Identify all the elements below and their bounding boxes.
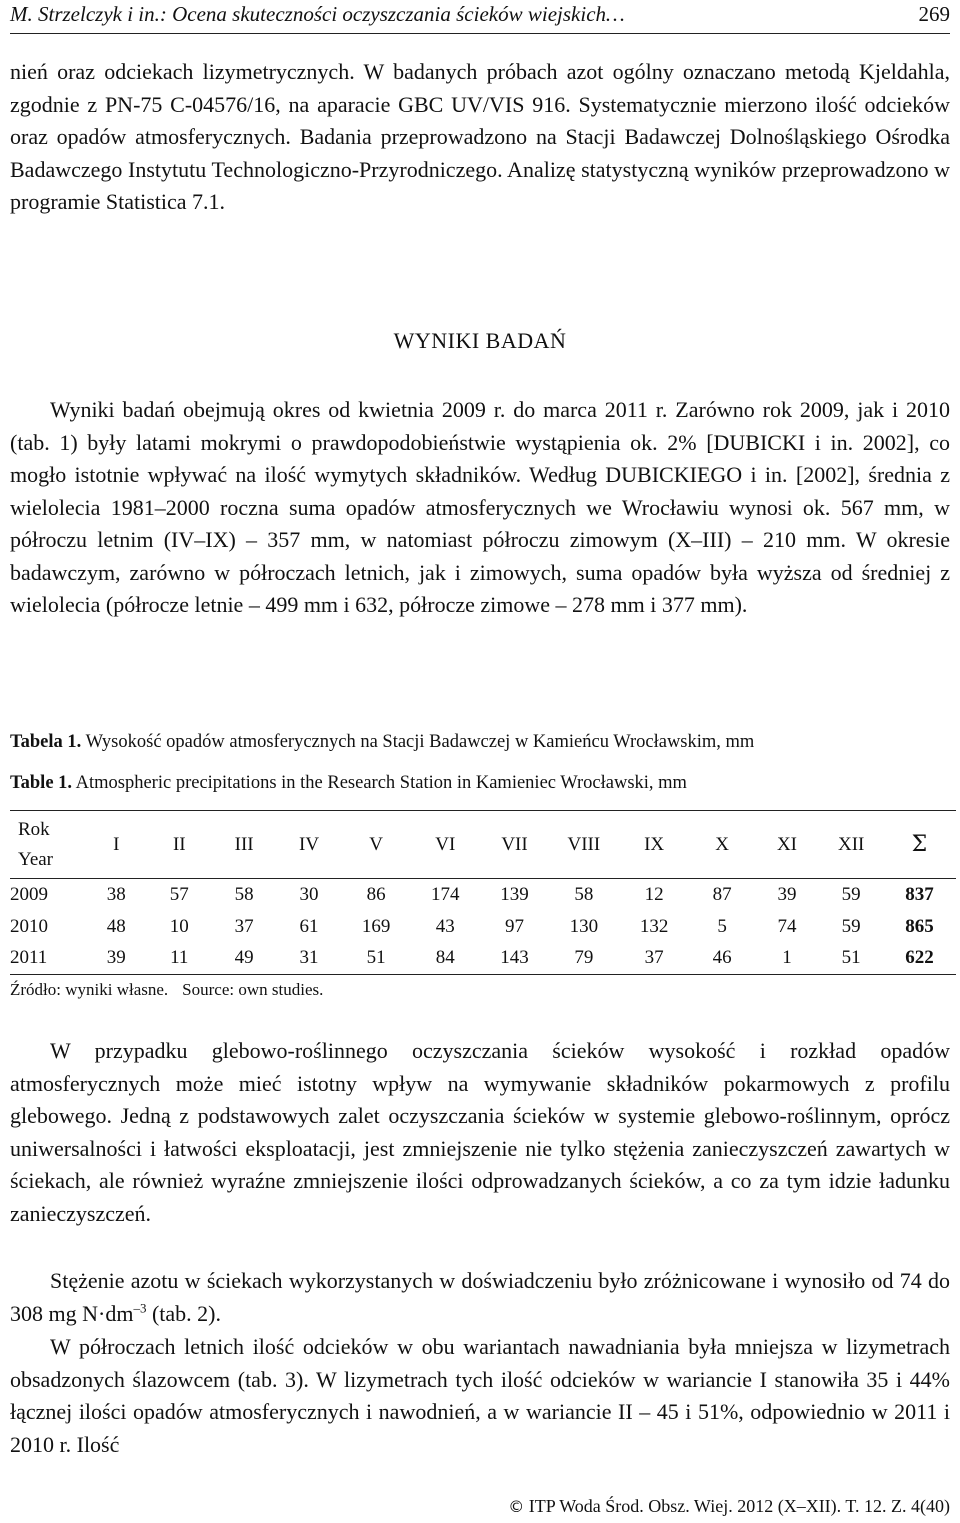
- value-cell: 87: [712, 883, 732, 905]
- value-cell: 74: [777, 915, 797, 937]
- unit-exponent: –3: [133, 1300, 147, 1316]
- table-title-en: Atmospheric precipitations in the Research Station in Kamieniec Wrocławski, mm: [72, 773, 687, 793]
- table-label-pl: Tabela 1.: [10, 732, 82, 752]
- value-cell: 59: [841, 883, 861, 905]
- table-label-en: Table 1.: [10, 773, 73, 793]
- nitrogen-text: Stężenie azotu w ściekach wykorzystanych w doświadczeniu było zróżnicowane i wynosiło od 74 do 308 mg N·dm: [10, 1268, 950, 1326]
- nitrogen-ref: (tab. 2).: [146, 1300, 221, 1326]
- value-cell: 39: [777, 883, 797, 905]
- value-cell: 61: [299, 915, 319, 937]
- value-cell: 132: [639, 915, 669, 937]
- source-pl: Źródło: wyniki własne.: [10, 980, 169, 999]
- year-cell: 2011: [10, 943, 86, 975]
- month-header: V: [342, 811, 411, 879]
- journal-footer: [508, 1496, 950, 1517]
- month-header: VI: [411, 811, 480, 879]
- running-header: [10, 2, 950, 34]
- value-cell: 5: [717, 915, 727, 937]
- value-cell: 143: [480, 943, 549, 975]
- value-cell: 97: [505, 915, 524, 937]
- month-header: II: [147, 811, 212, 879]
- table-row: [10, 879, 956, 911]
- running-title: M. Strzelczyk i in.: Ocena skuteczności oczyszczania ścieków wiejskich…: [10, 2, 625, 26]
- month-header: IV: [277, 811, 342, 879]
- value-cell: 31: [277, 943, 342, 975]
- value-cell: 59: [841, 915, 861, 937]
- value-cell: 86: [366, 883, 386, 905]
- month-header: XI: [755, 811, 820, 879]
- section-heading: WYNIKI BADAŃ: [393, 328, 567, 353]
- paragraph-leachate: W półroczach letnich ilość odcieków w obu wariantach nawadniania była mniejsza w lizymetrach obsadzonych ślazowcem (tab. 3). W lizymetrach tych ilość odcieków w wariancie I stanowiła 35 i 44% łącznej ilości opadów atmosferycznych i nawodnień, a w wariancie II – 45 i 51%, odpowiednio w 2011 i 2010 r. Ilość: [10, 1334, 950, 1457]
- sum-cell: 622: [883, 943, 956, 975]
- year-header: [10, 811, 86, 879]
- table-caption-pl: [10, 730, 950, 754]
- value-cell: 37: [234, 915, 254, 937]
- value-cell: 46: [690, 943, 755, 975]
- table-row: [10, 943, 956, 975]
- value-cell: 84: [411, 943, 480, 975]
- sum-cell: 837: [905, 883, 934, 905]
- value-cell: 38: [106, 883, 126, 905]
- month-header: X: [690, 811, 755, 879]
- month-header: IX: [619, 811, 690, 879]
- year-cell: 2010: [10, 915, 48, 937]
- value-cell: 37: [619, 943, 690, 975]
- sum-cell: 865: [905, 915, 934, 937]
- journal-citation: ITP Woda Środ. Obsz. Wiej. 2012 (X–XII). T. 12. Z. 4(40): [524, 1496, 950, 1516]
- value-cell: 130: [569, 915, 599, 937]
- month-header: VIII: [549, 811, 618, 879]
- paragraph-discussion: W przypadku glebowo-roślinnego oczyszczania ścieków wysokość i rozkład opadów atmosferycznych może mieć istotny wpływ na wymywanie składników pokarmowych z profilu glebowego. Jedną z podstawowych zalet oczyszczania ścieków w systemie glebowo-roślinnym, oprócz uniwersalności i łatwości eksploatacji, jest zmniejszenie nie tylko stężenia zanieczyszczeń zawartych w ściekach, ale również wyraźne zmniejszenie ilości odprowadzanych ścieków, a co za tym idzie ładunku zanieczyszczeń.: [10, 1038, 950, 1226]
- month-header: I: [86, 811, 147, 879]
- value-cell: 10: [169, 915, 189, 937]
- value-cell: 49: [212, 943, 277, 975]
- source-en: Source: own studies.: [182, 980, 324, 999]
- table-row: [10, 911, 956, 943]
- month-header: VII: [480, 811, 549, 879]
- value-cell: 11: [147, 943, 212, 975]
- paragraph-results: Wyniki badań obejmują okres od kwietnia 2009 r. do marca 2011 r. Zarówno rok 2009, jak i 2010 (tab. 1) były latami mokrymi o prawdopodobieństwie wystąpienia ok. 2% [DUBICKI i in. 2002], co mogło istotnie wpływać na ilość wymytych składników. Według DUBICKIEGO i in. [2002], średnia z wielolecia 1981–2000 roczna suma opadów atmosferycznych we Wrocławiu wynosi ok. 567 mm, w półroczu letnim (IV–IX) – 357 mm, w natomiast półroczu zimowym (X–III) – 210 mm. W okresie badawczym, zarówno w półroczach letnich, jak i zimowych, suma opadów była wyższa od średniej z wielolecia (półrocze letnie – 499 mm i 632, półrocze zimowe – 278 mm i 377 mm).: [10, 397, 950, 617]
- table-caption-en: [10, 771, 950, 795]
- paragraph-methods: nień oraz odciekach lizymetrycznych. W badanych próbach azot ogólny oznaczano metodą Kjeldahla, zgodnie z PN-75 C-04576/16, na aparacie GBC UV/VIS 916. Systematycznie mierzono ilość odcieków oraz opadów atmosferycznych. Badania przeprowadzono na Stacji Badawczej Dolnośląskiego Ośrodka Badawczego Instytutu Technologiczno-Przyrodniczego. Analizę statystyczną wyników przeprowadzono w programie Statistica 7.1.: [10, 59, 950, 214]
- value-cell: 51: [342, 943, 411, 975]
- page-number: 269: [918, 2, 950, 26]
- sigma-symbol: Σ: [911, 832, 928, 857]
- value-cell: 58: [234, 883, 254, 905]
- month-header: XII: [819, 811, 882, 879]
- value-cell: 48: [106, 915, 126, 937]
- year-header-en: Year: [18, 848, 54, 870]
- table-source: [10, 980, 323, 1000]
- value-cell: 79: [549, 943, 618, 975]
- paragraph-nitrogen: [10, 1265, 950, 1330]
- month-header: III: [212, 811, 277, 879]
- year-header-pl: Rok: [18, 818, 50, 840]
- value-cell: 58: [574, 883, 594, 905]
- year-cell: 2009: [10, 883, 48, 905]
- sum-header: [883, 811, 956, 879]
- value-cell: 39: [86, 943, 147, 975]
- value-cell: 169: [361, 915, 391, 937]
- value-cell: 30: [299, 883, 319, 905]
- table-header-row: [10, 811, 956, 879]
- value-cell: 43: [435, 915, 455, 937]
- value-cell: 174: [431, 883, 460, 905]
- precipitation-table: [10, 810, 956, 975]
- value-cell: 139: [500, 883, 529, 905]
- value-cell: 57: [169, 883, 189, 905]
- value-cell: 51: [819, 943, 882, 975]
- value-cell: 12: [644, 883, 664, 905]
- copyright-icon: ©: [508, 1497, 525, 1516]
- value-cell: 1: [755, 943, 820, 975]
- table-title-pl: Wysokość opadów atmosferycznych na Stacji Badawczej w Kamieńcu Wrocławskim, mm: [81, 732, 755, 752]
